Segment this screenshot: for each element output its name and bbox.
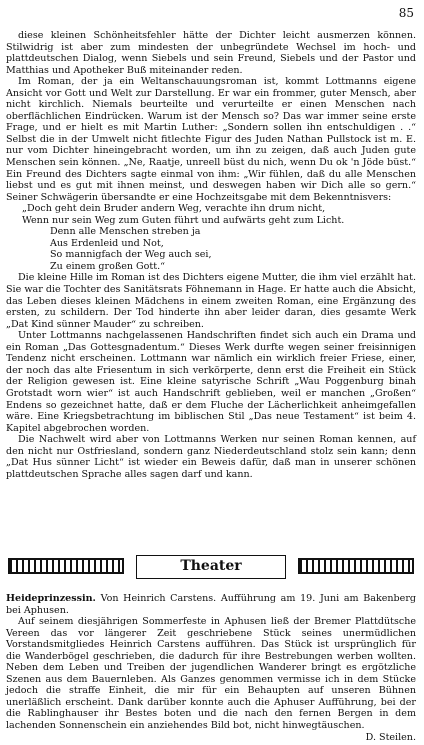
verse-stanza	[6, 226, 416, 272]
section-title: Theater	[136, 555, 286, 579]
review-title: Heideprinzessin.	[6, 593, 96, 604]
article-body	[6, 30, 416, 480]
ornament-left	[8, 558, 124, 574]
page-number: 85	[398, 6, 414, 20]
review-signature: D. Steilen.	[365, 731, 416, 743]
verse-line: Aus Erdenleid und Not,	[50, 237, 164, 249]
verse-line: Zu einem großen Gott.“	[50, 260, 166, 272]
theater-review	[6, 593, 416, 743]
verse-line: „Doch geht dein Bruder andern Weg, verachte ihn drum nicht,	[22, 203, 326, 215]
paragraph: Die Nachwelt wird aber von Lottmanns Werken nur seinen Roman kennen, auf den nicht nur Ostfriesland, sondern ganz Niederdeutschland stolz sein kann; denn „Dat Hus sünner Licht“ ist wieder ein Beweis dafür, daß man in unserer schönen plattdeutschen Sprache alles sagen darf und kann.	[6, 434, 416, 480]
section-heading-bar	[6, 555, 416, 579]
paragraph: diese kleinen Schönheitsfehler hätte der Dichter leicht ausmerzen können. Stilwidrig ist aber zum mindesten der unbegründete Wechsel im hoch- und plattdeutschen Dialog, wenn Siebels und sein Freund, Siebels und der Pastor und Matthias und Apotheker Buß miteinander reden.	[6, 30, 416, 76]
ornament-right	[298, 558, 414, 574]
paragraph: Unter Lottmanns nachgelassenen Handschriften findet sich auch ein Drama und ein Roman „Das Gottesgnadentum.“ Dieses Werk durfte wegen seiner freisinnigen Tendenz nicht erscheinen. Lottmann war nämlich ein wirklich freier Friese, einer, der noch das alte Friesentum in sich verkörperte, denn erst die Freiheit ein Stück der Religion gewesen ist. Eine kleine satyrische Schrift „Wau Poggenburg binah Grotstadt worn wier“ ist auch Handschrift geblieben, weil er manchen „Großen“ Endens so gezeichnet hatte, daß er dem Fluche der Lächerlichkeit anheimgefallen wäre. Eine Kriegsbetrachtung im biblischen Stil „Das neue Testament“ ist beim 4. Kapitel abgebrochen worden.	[6, 330, 416, 434]
verse-line: So mannigfach der Weg auch sei,	[50, 249, 212, 261]
paragraph: Die kleine Hille im Roman ist des Dichters eigene Mutter, die ihm viel erzählt hat. Sie war die Tochter des Sanitätsrats Föhnemann in Hage. Er hatte auch die Absicht, das Leben dieses kleinen Mädchens in einem zweiten Roman, eine Ergänzung des ersten, zu schildern. Der Tod hinderte ihn aber leider daran, dies gesamte Werk „Dat Kind sünner Mauder“ zu schreiben.	[6, 272, 416, 330]
verse-block	[6, 203, 416, 226]
review-body: Auf seinem diesjährigen Sommerfeste in Aphusen ließ der Bremer Plattdütsche Vereen das vor längerer Zeit geschriebene Stück seines unermüdlichen Vorstandsmitgliedes Heinrich Carstens aufführen. Das Stück ist ursprünglich für die Wanderbögel geschrieben, die dadurch für ihre Bestrebungen werben wollten. Neben dem Leben und Treiben der jugendlichen Wanderer bringt es ergötzliche Szenen aus dem Bauernleben. Als Ganzes genommen vermisse ich in dem Stücke jedoch die straffe Einheit, die mir für ein Behaupten auf unseren Bühnen unerläßlich erscheint. Dank darüber konnte auch die Aphuser Aufführung, bei der die Rablinghauser ihr Bestes boten und die nach den fernen Bergen in dem lachenden Sonnenschein ein anziehendes Bild bot, nicht hinwegtäuschen.	[6, 616, 416, 732]
verse-line: Wenn nur sein Weg zum Guten führt und aufwärts geht zum Licht.	[22, 214, 345, 226]
review-subtitle: Von Heinrich Carstens. Aufführung am 19. Juni am Bakenberg bei Aphusen.	[6, 593, 416, 616]
verse-line: Denn alle Menschen streben ja	[50, 226, 201, 238]
review-heading	[6, 593, 416, 616]
paragraph: Im Roman, der ja ein Weltanschauungsroman ist, kommt Lottmanns eigene Ansicht vor Gott und Welt zur Darstellung. Er war ein frommer, guter Mensch, aber nicht kirchlich. Niemals beurteilte und verurteilte er einen Menschen nach oberflächlichen Eindrücken. Warum ist der Mensch so? Das war immer seine erste Frage, und er hielt es mit Martin Luther: „Sondern sollen ihn entschuldigen . .“ Selbst die in der Umwelt nicht fitlechte Figur des Juden Nathan Pullstock ist m. E. nur vom Dichter hineingebracht worden, um ihn zu zeigen, daß auch Juden gute Menschen sein können. „Ne, Raatje, unreell büst du nich, wenn Du ok 'n Jöde büst.“ Ein Freund des Dichters sagte einmal von ihm: „Wir fühlen, daß du alle Menschen liebst und es gut mit ihnen meinst, und deswegen haben wir Dich alle so gern.“ Seiner Schwägerin übersandte er eine Hochzeitsgabe mit dem Bekenntnisvers:	[6, 76, 416, 203]
